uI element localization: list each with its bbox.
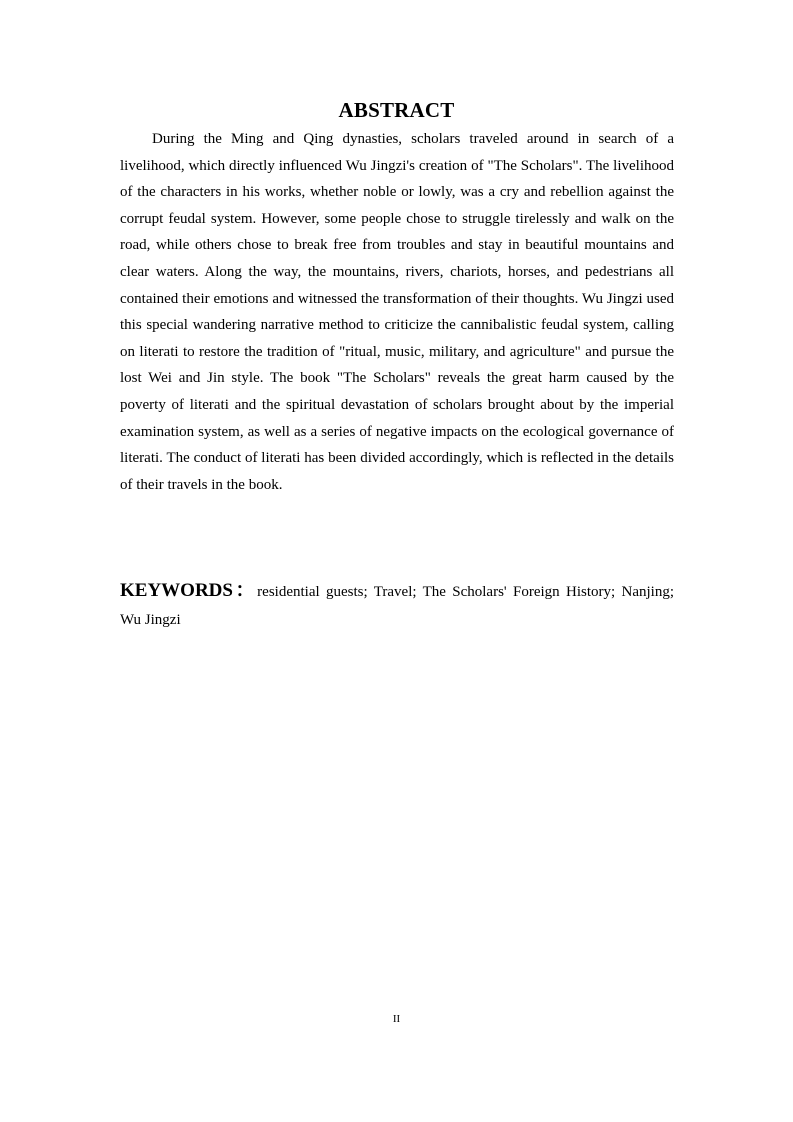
keywords-list: residential guests; Travel; The Scholars' Foreign History; Nanjing; Wu Jingzi <box>120 584 674 628</box>
keywords-label: KEYWORDS： <box>120 580 258 601</box>
abstract-paragraph: During the Ming and Qing dynasties, scholars traveled around in search of a livelihood, which directly influenced Wu Jingzi's creation of "The Scholars". The livelihood of the characters in his works, whether noble or lowly, was a cry and rebellion against the corrupt feudal system. However, some people chose to struggle tirelessly and walk on the road, while others chose to break free from troubles and stay in beautiful mountains and clear waters. Along the way, the mountains, rivers, chariots, horses, and pedestrians all contained their emotions and witnessed the transformation of their thoughts. Wu Jingzi used this special wandering narrative method to criticize the cannibalistic feudal system, calling on literati to restore the tradition of "ritual, music, military, and agriculture" and pursue the lost Wei and Jin style. The book "The Scholars" reveals the great harm caused by the poverty of literati and the spiritual devastation of scholars brought about by the imperial examination system, as well as a series of negative impacts on the ecological governance of literati. The conduct of literati has been divided accordingly, which is reflected in the details of their travels in the book. <box>120 131 674 493</box>
abstract-title: ABSTRACT <box>338 98 455 122</box>
keywords-section <box>120 577 674 634</box>
page-number: II <box>392 1013 401 1025</box>
